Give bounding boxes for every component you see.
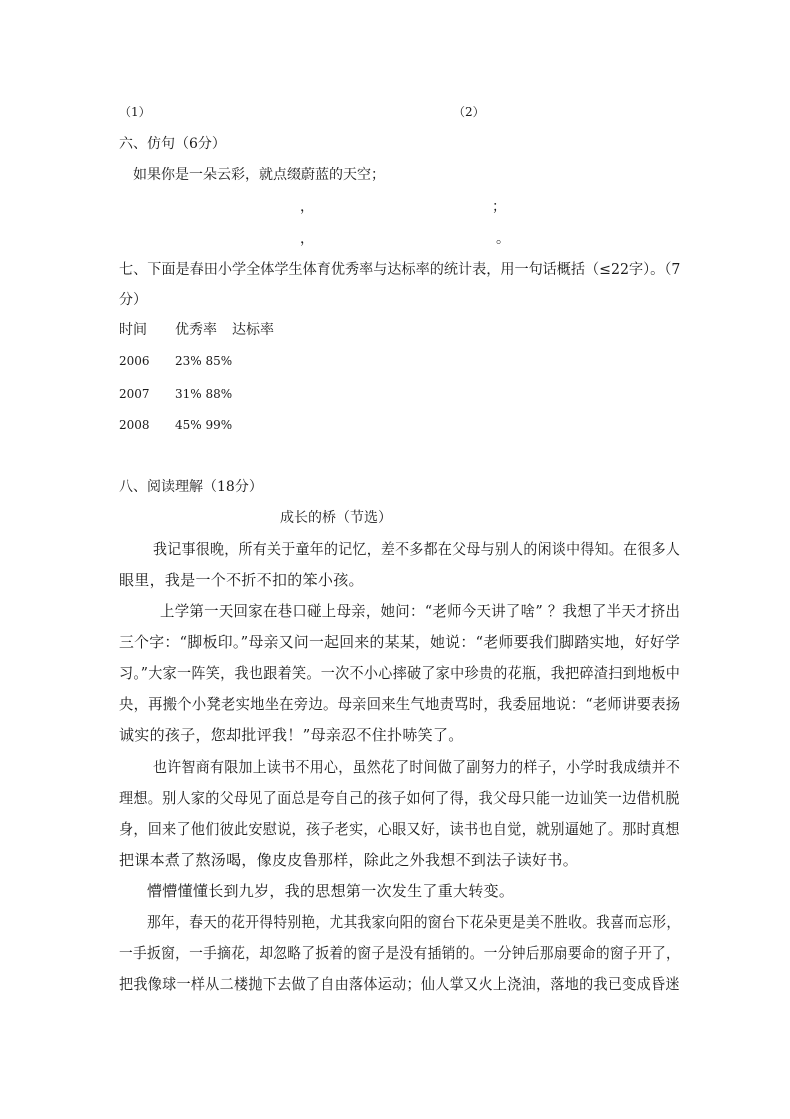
table-row-year: 2006 [119,354,150,368]
table-header-pass-rate: 达标率 [232,322,274,338]
passage-line: 懵懵懂懂长到九岁，我的思想第一次发生了重大转变。 [147,882,515,900]
blank-2-comma: ， [300,231,314,247]
table-row-year: 2007 [119,387,150,401]
passage-line: 上学第一天回家在巷口碰上母亲，她问：“老师今天讲了啥” ？我想了半天才挤出 [160,602,681,620]
passage-line: 理想。别人家的父母见了面总是夸自己的孩子如何了得，我父母只能一边讪笑一边借机脱 [119,789,680,807]
section-8-heading: 八、阅读理解（18分） [119,479,263,495]
table-row-values: 45% 99% [175,418,233,432]
table-row-values: 23% 85% [175,354,233,368]
passage-line: 诚实的孩子，您却批评我！”母亲忍不住扑哧笑了。 [119,726,464,744]
passage-line: 把我像球一样从二楼抛下去做了自由落体运动；仙人掌又火上浇油，落地的我已变成昏迷 [119,975,680,993]
blank-1-comma: ， [300,199,314,215]
passage-line: 三个字：“脚板印。”母亲又问一起回来的某某，她说：“老师要我们脚踏实地，好好学 [119,633,681,651]
passage-line: 我记事很晚，所有关于童年的记忆，差不多都在父母与别人的闲谈中得知。在很多人 [153,540,681,558]
section-7-heading-cont: 分） [119,292,147,308]
passage-line: 眼里，我是一个不折不扣的笨小孩。 [119,571,364,589]
table-row-year: 2008 [119,418,150,432]
passage-line: 央，再搬个小凳老实地坐在旁边。母亲回来生气地责骂时，我委屈地说：“老师讲要表扬 [119,695,681,713]
table-row-values: 31% 88% [175,387,233,401]
section-6-example: 如果你是一朵云彩，就点缀蔚蓝的天空； [133,167,385,183]
blank-1-semicolon: ； [492,199,506,215]
answer-label-1: （1） [119,105,151,119]
passage-line: 也许智商有限加上读书不用心，虽然花了时间做了副努力的样子，小学时我成绩并不 [153,758,681,776]
passage-title: 成长的桥（节选） [280,510,392,526]
section-7-heading: 七、下面是春田小学全体学生体育优秀率与达标率的统计表，用一句话概括（≤22字）。（7 [119,262,681,278]
passage-line: 那年，春天的花开得特别艳，尤其我家向阳的窗台下花朵更是美不胜收。我喜而忘形， [147,913,681,931]
answer-label-2: （2） [453,105,485,119]
blank-2-period: 。 [496,231,510,247]
passage-line: 身，回来了他们彼此安慰说，孩子老实，心眼又好，读书也自觉，就别逼她了。那时真想 [119,820,680,838]
section-6-heading: 六、仿句（6分） [119,136,226,152]
passage-line: 把课本煮了熬汤喝，像皮皮鲁那样，除此之外我想不到法子读好书。 [119,851,579,869]
passage-line: 一手扳窗，一手摘花，却忽略了扳着的窗子是没有插销的。一分钟后那扇要命的窗子开了， [119,944,681,962]
table-header-excellent-rate: 优秀率 [175,322,217,338]
passage-line: 习。”大家一阵笑，我也跟着笑。一次不小心摔破了家中珍贵的花瓶，我把碎渣扫到地板中 [119,664,681,682]
table-header-time: 时间 [119,322,147,338]
